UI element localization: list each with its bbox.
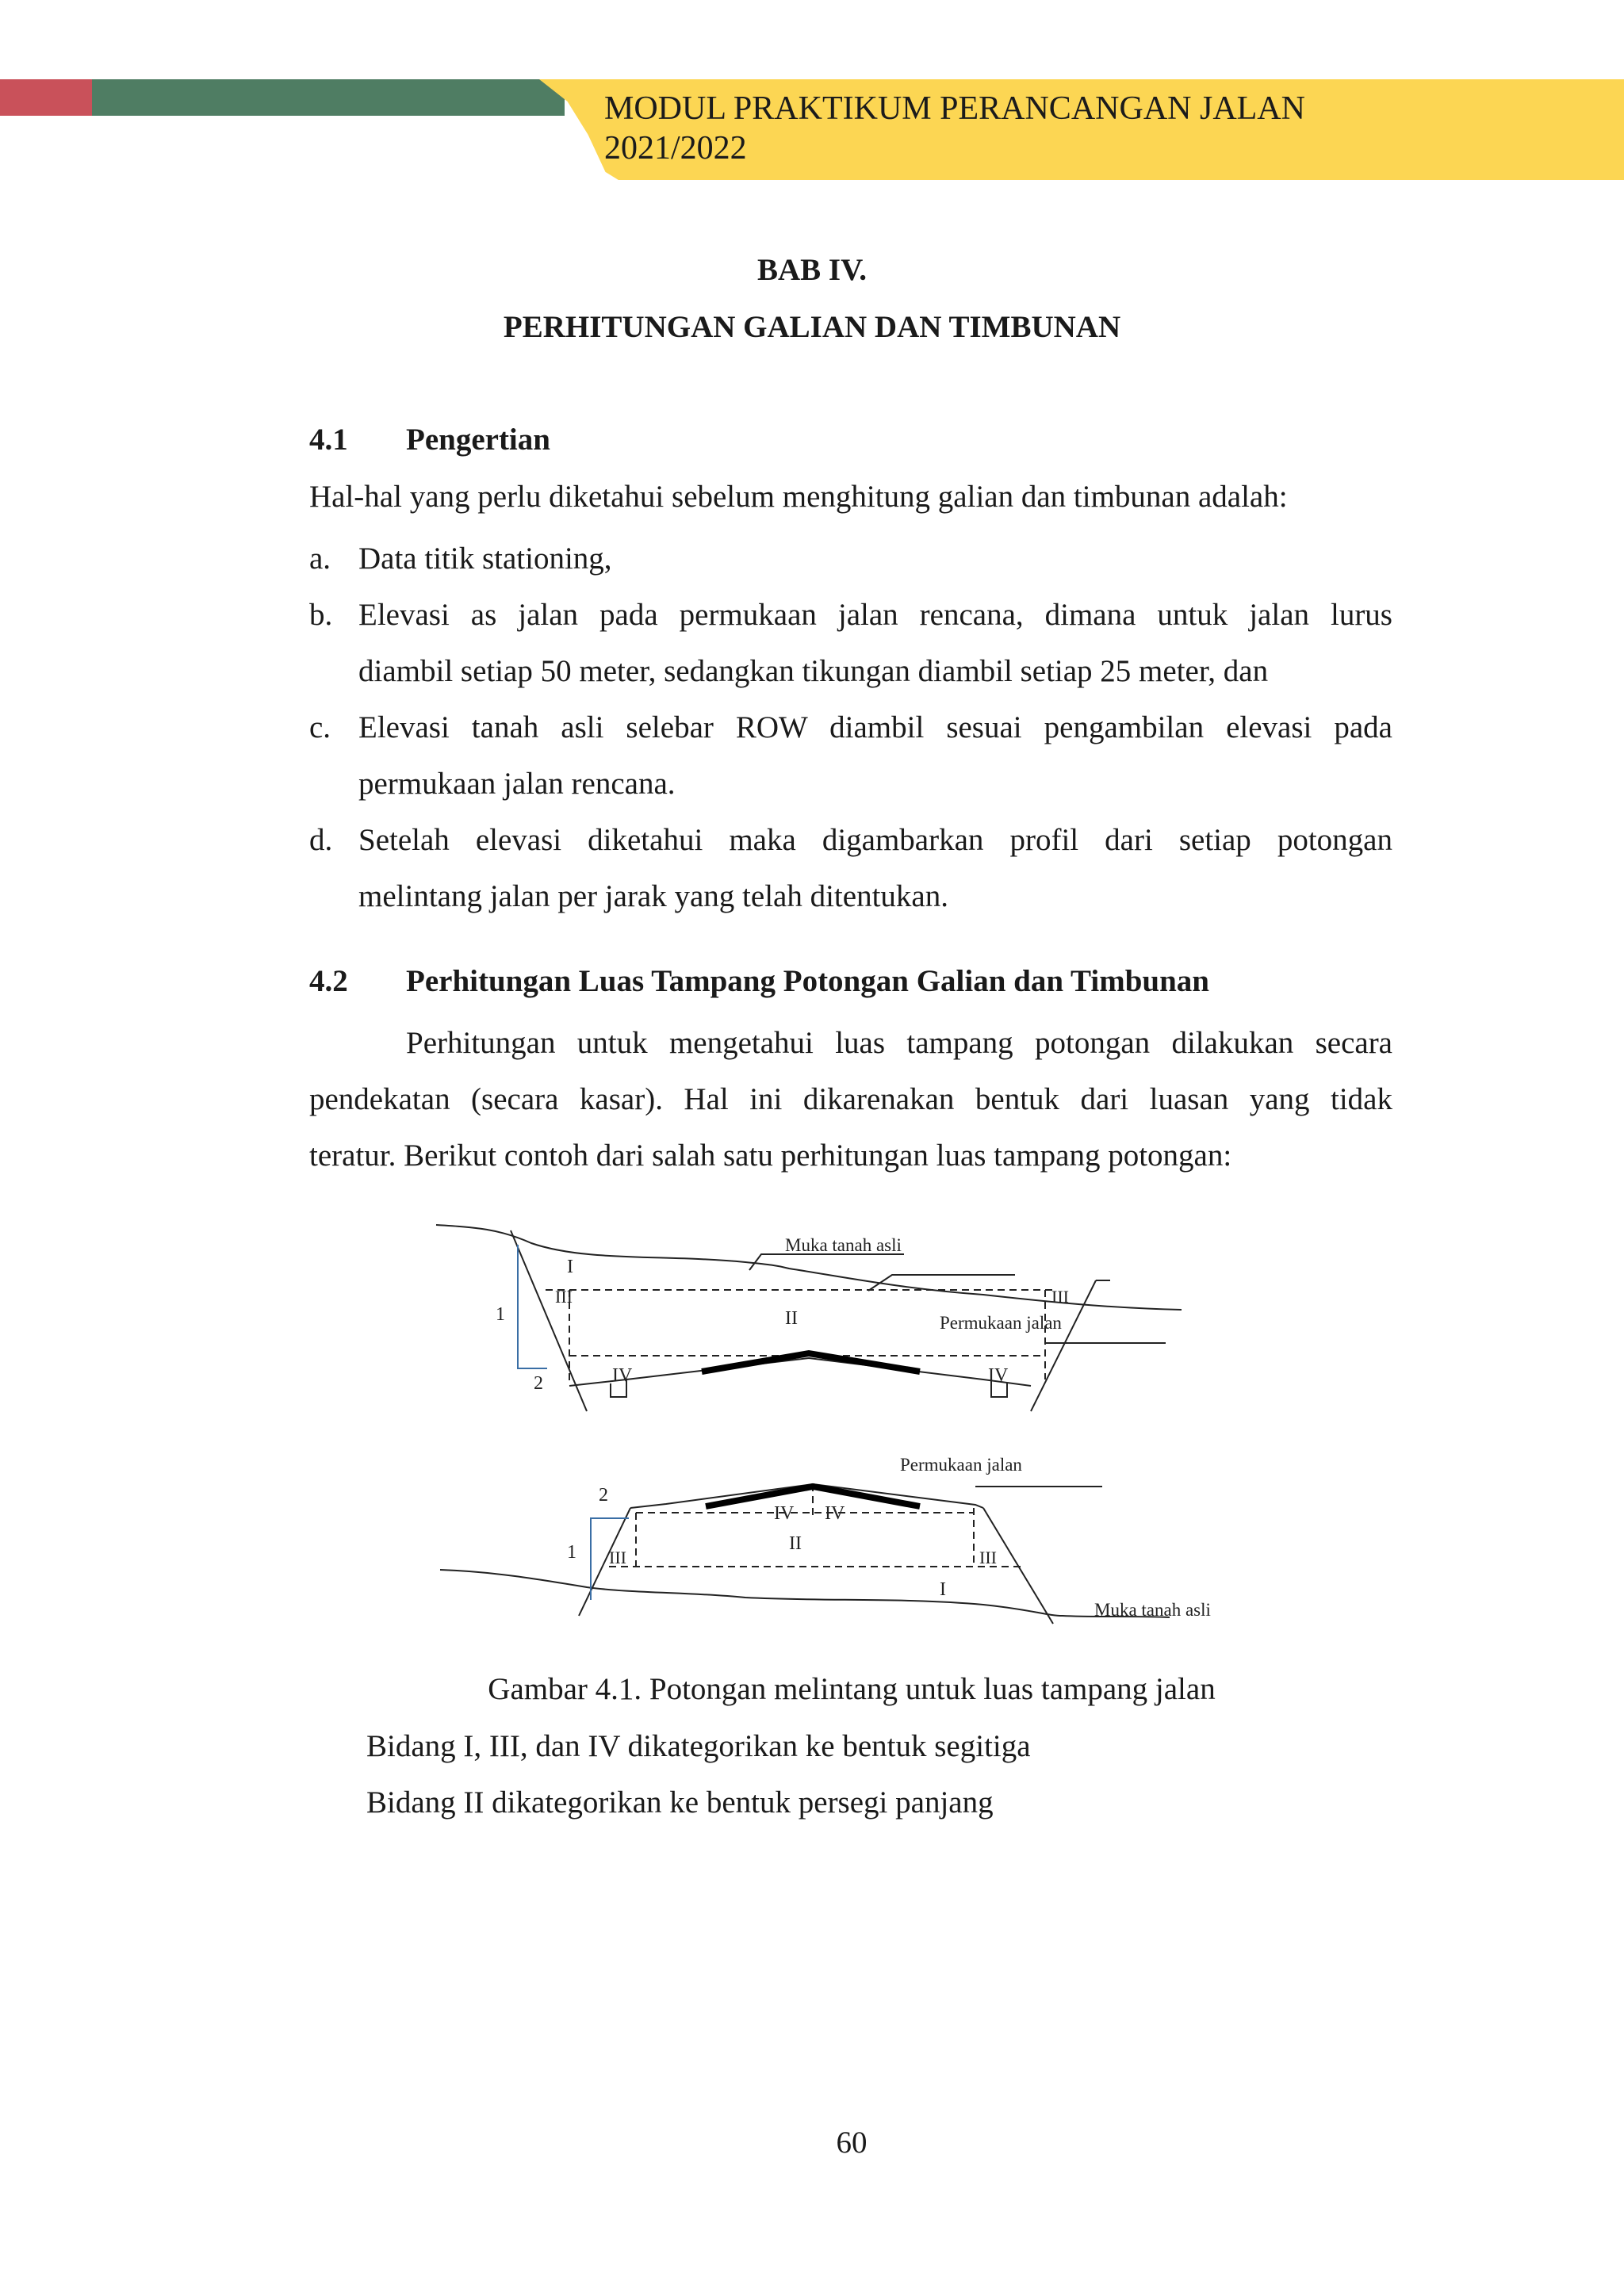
note-line: Bidang I, III, dan IV dikategorikan ke bentuk segitiga: [366, 1729, 1031, 1763]
section-title: Pengertian: [406, 423, 550, 457]
top-pavement-thick: [702, 1353, 920, 1372]
page-number: 60: [836, 2126, 868, 2160]
list-text-line: Setelah elevasi diketahui maka digambarkan profil dari setiap potongan: [358, 823, 1392, 857]
list-marker: d.: [309, 823, 333, 857]
list-text-line: Data titik stationing,: [358, 541, 612, 576]
paragraph-line: pendekatan (secara kasar). Hal ini dikarenakan bentuk dari luasan yang tidak: [309, 1082, 1392, 1116]
top-label-III-left: III: [555, 1287, 573, 1307]
top-label-I: I: [567, 1257, 573, 1277]
section1-intro: Hal-hal yang perlu diketahui sebelum menghitung galian dan timbunan adalah:: [309, 480, 1288, 514]
top-dim-1: 1: [496, 1304, 505, 1325]
list-item-b: [309, 587, 1392, 699]
bottom-label-III-right: III: [979, 1548, 997, 1567]
list-text-line: Elevasi tanah asli selebar ROW diambil sesuai pengambilan elevasi pada: [358, 710, 1392, 744]
header-green-band: [92, 79, 565, 116]
bottom-label-II: II: [789, 1533, 802, 1554]
section-title: Perhitungan Luas Tampang Potongan Galian dan Timbunan: [406, 964, 1209, 998]
note-line: Bidang II dikategorikan ke bentuk persegi panjang: [366, 1785, 994, 1820]
top-left-slope: [511, 1230, 587, 1411]
bottom-label-IV-right: IV: [825, 1503, 845, 1524]
header-red-band: [0, 79, 92, 116]
list-item-d: [309, 812, 1392, 924]
bottom-permukaan-label: Permukaan jalan: [900, 1455, 1022, 1475]
top-road-surface: [569, 1358, 1031, 1386]
top-permukaan-leader: [868, 1275, 1015, 1291]
top-dim-2: 2: [534, 1373, 543, 1394]
bottom-dim-1: 1: [567, 1542, 576, 1563]
top-label-II: II: [785, 1308, 798, 1329]
top-muka-leader: [749, 1254, 904, 1270]
list-text-line: permukaan jalan rencana.: [358, 767, 676, 801]
list-marker: c.: [309, 710, 331, 744]
list-text-line: melintang jalan per jarak yang telah ditentukan.: [358, 879, 948, 913]
section-number: 4.2: [309, 964, 348, 998]
bottom-label-I: I: [940, 1579, 946, 1600]
cross-section-svg: [428, 1213, 1285, 1625]
section-number: 4.1: [309, 423, 348, 457]
header-title-line2: 2021/2022: [604, 130, 747, 166]
top-muka-tanah-label: Muka tanah asli: [785, 1235, 902, 1255]
top-label-IV-right: IV: [988, 1365, 1009, 1386]
bottom-dim-2: 2: [599, 1485, 608, 1506]
top-permukaan-label: Permukaan jalan: [940, 1313, 1062, 1333]
chapter-title: PERHITUNGAN GALIAN DAN TIMBUNAN: [503, 310, 1121, 344]
list-marker: b.: [309, 598, 333, 632]
bottom-label-IV-left: IV: [774, 1503, 795, 1524]
list-text-line: diambil setiap 50 meter, sedangkan tikungan diambil setiap 25 meter, dan: [358, 654, 1269, 688]
cross-section-figure: [428, 1213, 1285, 1625]
section-heading-4-2: [309, 963, 1209, 999]
paragraph-line: teratur. Berikut contoh dari salah satu perhitungan luas tampang potongan:: [309, 1138, 1232, 1173]
list-marker: a.: [309, 541, 331, 576]
list-item-c: [309, 699, 1392, 812]
section2-paragraph: [309, 1015, 1392, 1184]
bottom-muka-tanah-label: Muka tanah asli: [1094, 1600, 1211, 1620]
top-label-IV-left: IV: [612, 1365, 633, 1386]
header-title-line1: MODUL PRAKTIKUM PERANCANGAN JALAN: [604, 90, 1305, 127]
paragraph-line: Perhitungan untuk mengetahui luas tampang potongan dilakukan secara: [406, 1026, 1392, 1060]
figure-caption: Gambar 4.1. Potongan melintang untuk luas tampang jalan: [488, 1672, 1216, 1706]
list-item-a: [309, 530, 1392, 587]
chapter-number: BAB IV.: [756, 253, 867, 287]
bottom-label-III-left: III: [609, 1548, 626, 1567]
list-text-line: Elevasi as jalan pada permukaan jalan rencana, dimana untuk jalan lurus: [358, 598, 1392, 632]
header-title: [604, 89, 1305, 168]
section-heading-4-1: [309, 422, 550, 457]
bottom-ground-line: [440, 1570, 1170, 1617]
top-label-III-right: III: [1051, 1287, 1069, 1307]
